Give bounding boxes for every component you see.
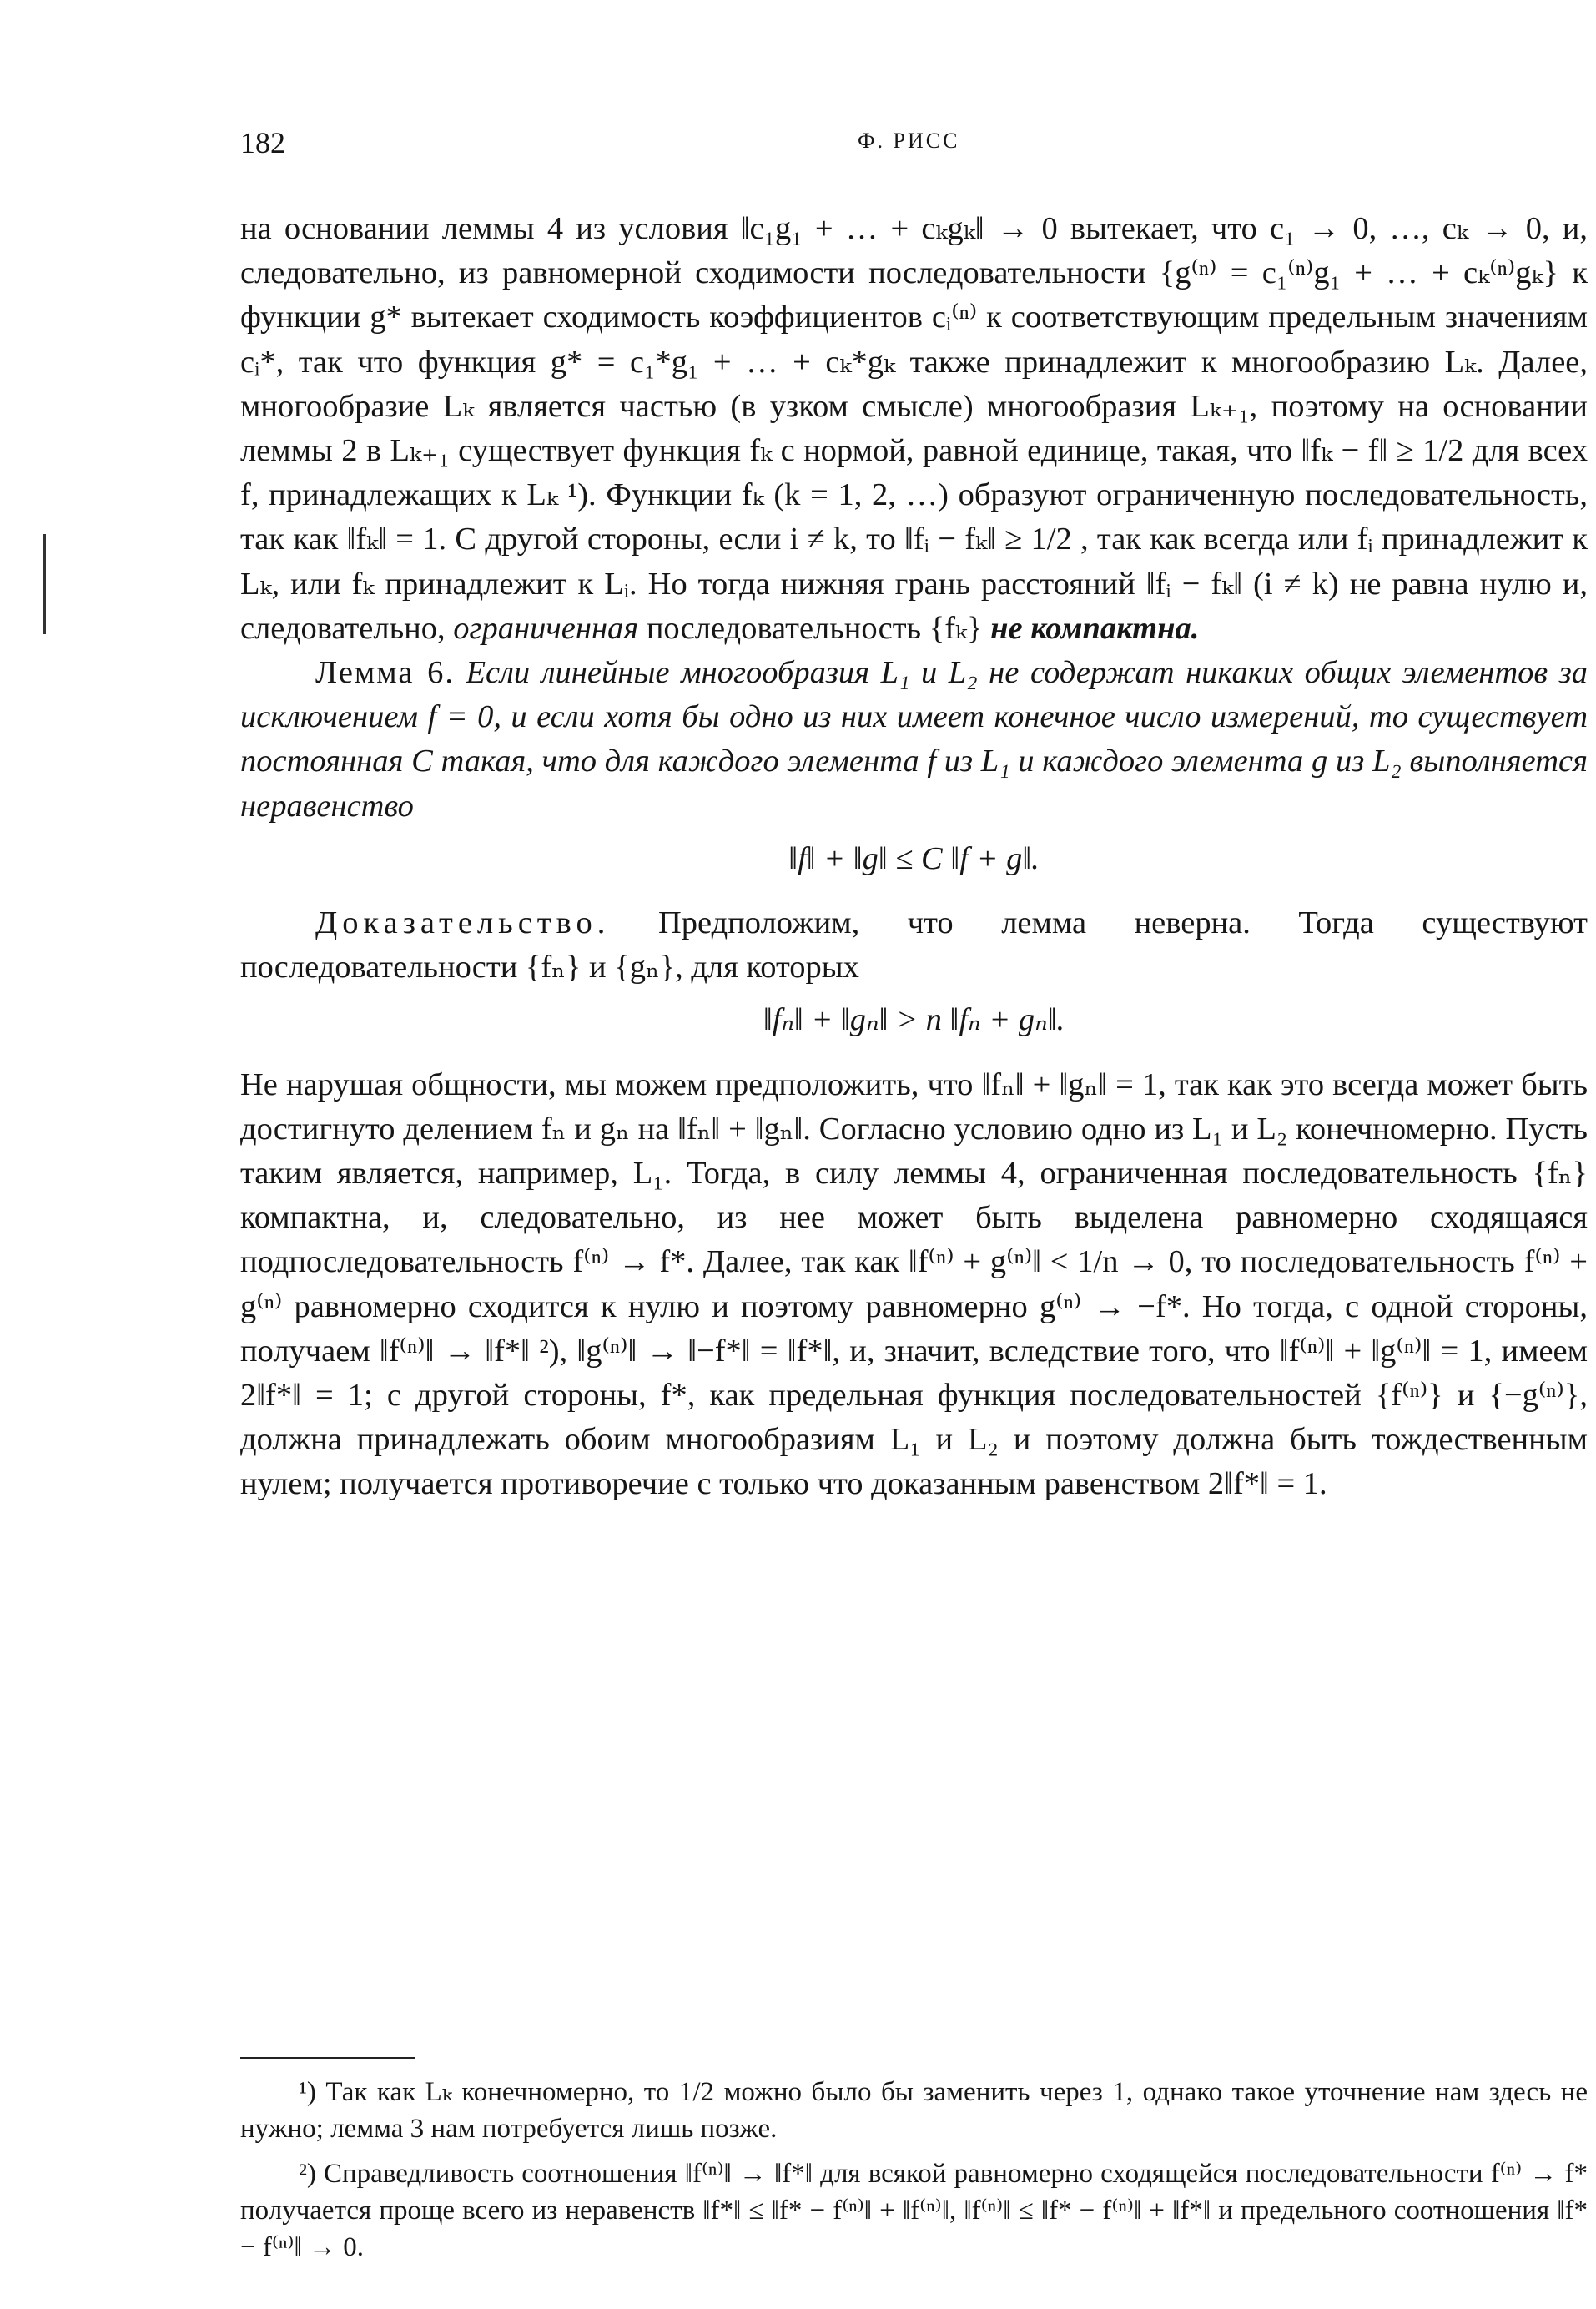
main-text	[240, 207, 1588, 1507]
margin-mark	[43, 534, 46, 634]
footnote-rule	[240, 2057, 415, 2059]
running-head: Ф. РИСС	[858, 129, 960, 153]
emphasis-not-compact: не компактна.	[990, 610, 1200, 646]
lemma-6	[240, 651, 1588, 829]
footnotes	[240, 2074, 1588, 2274]
footnote-1: ¹) Так как Lₖ конечномерно, то 1/2 можно было бы заменить через 1, однако такое уточнение нам здесь не нужно; лемма 3 нам потребуется лишь позже.	[240, 2077, 1588, 2144]
footnote-2: ²) Справедливость соотношения ‖f⁽ⁿ⁾‖ → ‖f*‖ для всякой равномерно сходящейся последовательности f⁽ⁿ⁾ → f* получается проще всего из неравенств ‖f*‖ ≤ ‖f* − f⁽ⁿ⁾‖ + ‖f⁽ⁿ⁾‖, ‖f⁽ⁿ⁾‖ ≤ ‖f* − f⁽ⁿ⁾‖ + ‖f*‖ и предельного соотношения ‖f* − f⁽ⁿ⁾‖ → 0.	[240, 2159, 1588, 2262]
lemma-6-statement: Если линейные многообразия L₁ и L₂ не содержат никаких общих элементов за исключением f = 0, и если хотя бы одно из них имеет конечное число измерений, то существует постоянная C такая, что для каждого элемента f из L₁ и каждого элемента g из L₂ выполняется неравенство	[240, 655, 1588, 824]
proof-heading: Доказательство.	[315, 905, 611, 941]
paragraph-proof-body: Не нарушая общности, мы можем предположить, что ‖fₙ‖ + ‖gₙ‖ = 1, так как это всегда может быть достигнуто делением fₙ и gₙ на ‖fₙ‖ + ‖gₙ‖. Согласно условию одно из L₁ и L₂ конечномерно. Пусть таким является, например, L₁. Тогда, в силу леммы 4, ограниченная последовательность {fₙ} компактна, и, следовательно, из нее может быть выделена равномерно сходящаяся подпоследовательность f⁽ⁿ⁾ → f*. Далее, так как ‖f⁽ⁿ⁾ + g⁽ⁿ⁾‖ < 1/n → 0, то последовательность f⁽ⁿ⁾ + g⁽ⁿ⁾ равномерно сходится к нулю и поэтому равномерно g⁽ⁿ⁾ → −f*. Но тогда, с одной стороны, получаем ‖f⁽ⁿ⁾‖ → ‖f*‖ ²), ‖g⁽ⁿ⁾‖ → ‖−f*‖ = ‖f*‖, и, значит, вследствие того, что ‖f⁽ⁿ⁾‖ + ‖g⁽ⁿ⁾‖ = 1, имеем 2‖f*‖ = 1; с другой стороны, f*, как предельная функция последовательностей {f⁽ⁿ⁾} и {−g⁽ⁿ⁾}, должна принадлежать обоим многообразиям L₁ и L₂ и поэтому должна быть тождественным нулем; получается противоречие с только что доказанным равенством 2‖f*‖ = 1.	[240, 1066, 1588, 1502]
lemma-6-heading: Лемма 6.	[315, 655, 455, 691]
formula-inequality: ‖f‖ + ‖g‖ ≤ C ‖f + g‖.	[788, 840, 1040, 876]
proof-paragraph: Доказательство. Предположим, что лемма неверна. Тогда существуют последовательности {fₙ} и {gₙ}, для которых	[240, 905, 1588, 986]
italic-term: ограниченная	[453, 610, 639, 646]
page-header	[240, 125, 1588, 159]
paragraph-lemma5-proof-end: на основании леммы 4 из условия ‖c₁g₁ + … + cₖgₖ‖ → 0 вытекает, что c₁ → 0, …, cₖ → 0, и, следовательно, из равномерной сходимости последовательности {g⁽ⁿ⁾ = c₁⁽ⁿ⁾g₁ + … + cₖ⁽ⁿ⁾gₖ} к функции g* вытекает сходимость коэффициентов cᵢ⁽ⁿ⁾ к соответствующим предельным значениям cᵢ*, так что функция g* = c₁*g₁ + … + cₖ*gₖ также принадлежит к многообразию Lₖ. Далее, многообразие Lₖ является частью (в узком смысле) многообразия Lₖ₊₁, поэтому на основании леммы 2 в Lₖ₊₁ существует функция fₖ с нормой, равной единице, такая, что ‖fₖ − f‖ ≥ 1/2 для всех f, принадлежащих к Lₖ ¹). Функции fₖ (k = 1, 2, …) образуют ограниченную последовательность, так как ‖fₖ‖ = 1. С другой стороны, если i ≠ k, то ‖fᵢ − fₖ‖ ≥ 1/2 , так как всегда или fᵢ принадлежит к Lₖ, или fₖ принадлежит к Lᵢ. Но тогда нижняя грань расстояний ‖fᵢ − fₖ‖ (i ≠ k) не равна нулю и, следовательно, ограниченная последовательность {fₖ} не компактна.	[240, 211, 1588, 646]
formula-sequences: ‖fₙ‖ + ‖gₙ‖ > n ‖fₙ + gₙ‖.	[763, 1002, 1065, 1038]
page-number: 182	[240, 126, 285, 159]
